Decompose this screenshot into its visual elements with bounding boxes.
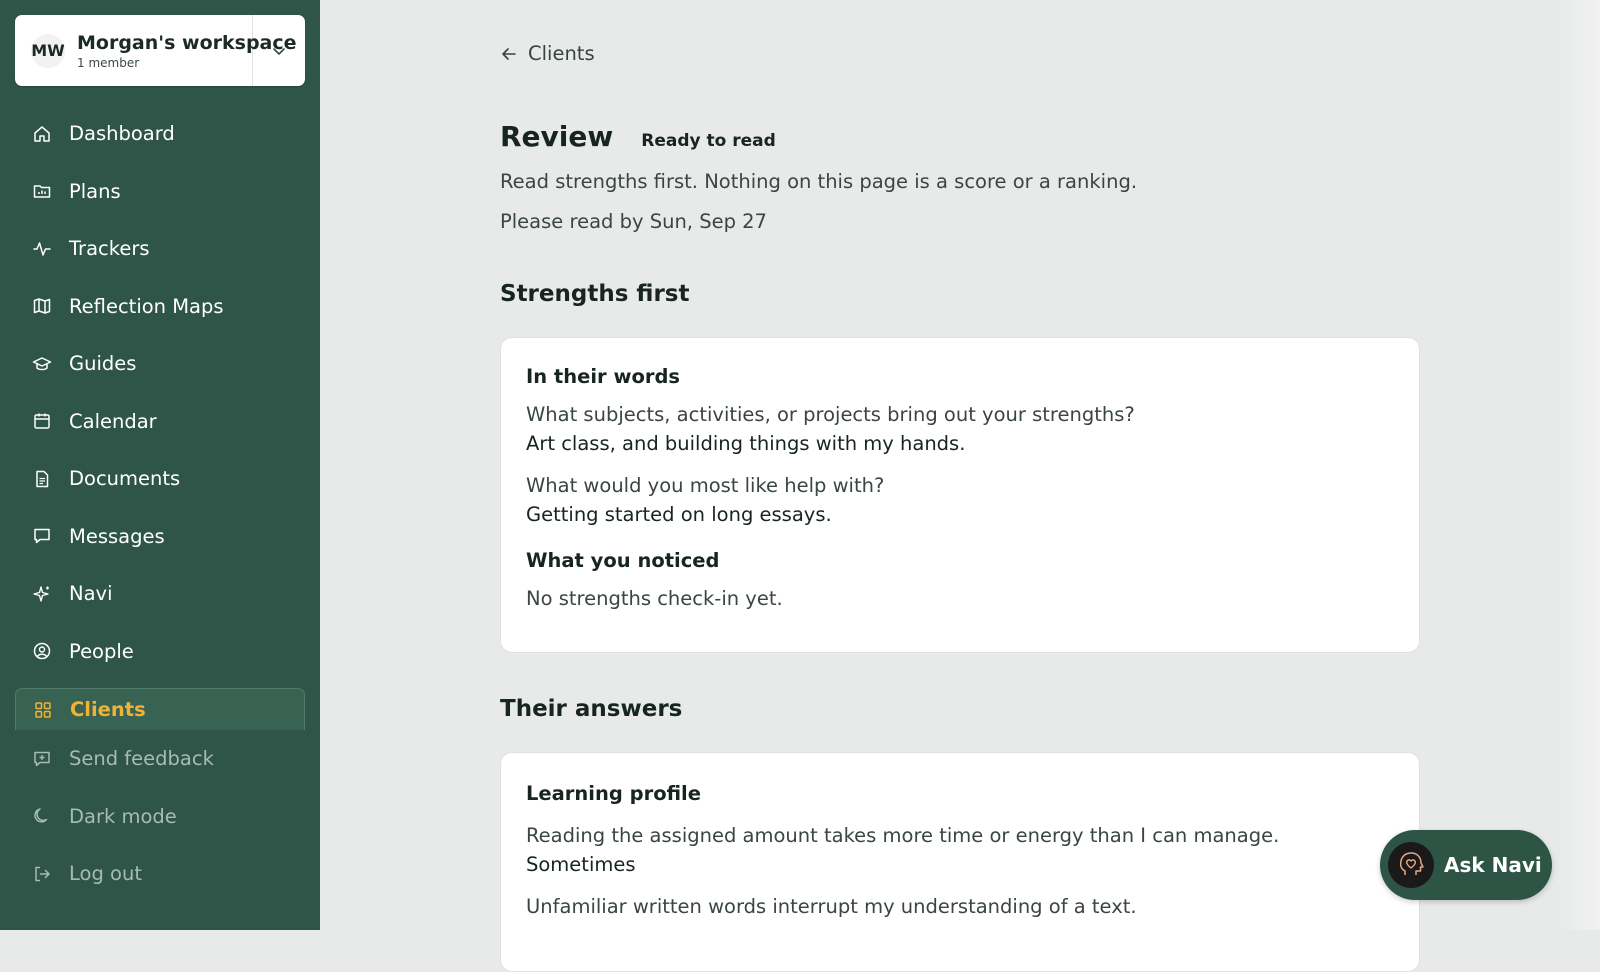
sidebar-item-documents[interactable] (15, 450, 305, 508)
sidebar-item-log-out[interactable] (15, 845, 305, 903)
section-title-answers: Their answers (500, 696, 683, 722)
sidebar-item-label: Plans (69, 179, 121, 203)
page-subtitle: Read strengths first. Nothing on this page is a score or a ranking. (500, 170, 1138, 193)
arrow-left-icon (500, 44, 520, 64)
answer-text: Sometimes (526, 853, 636, 876)
moon-icon (31, 805, 53, 827)
question-text: What subjects, activities, or projects bring out your strengths? (526, 403, 1135, 426)
map-icon (31, 295, 53, 317)
back-link-label: Clients (528, 42, 595, 65)
page-header (500, 120, 776, 153)
question-text: Reading the assigned amount takes more time or energy than I can manage. (526, 824, 1280, 847)
sidebar-item-guides[interactable] (15, 335, 305, 393)
workspace-dropdown-button[interactable] (253, 15, 305, 86)
answer-text: Getting started on long essays. (526, 503, 832, 526)
question-text: What would you most like help with? (526, 474, 885, 497)
read-deadline: Please read by Sun, Sep 27 (500, 210, 767, 233)
ask-navi-button[interactable] (1380, 830, 1552, 900)
graduation-cap-icon (31, 353, 53, 375)
workspace-name: Morgan's workspace (77, 31, 297, 54)
noticed-text: No strengths check-in yet. (526, 587, 783, 610)
sidebar-item-label: Log out (69, 862, 142, 886)
learning-profile-card (500, 752, 1420, 972)
qa-item (526, 895, 1394, 918)
sidebar-item-label: Messages (69, 524, 165, 548)
sidebar-nav (15, 105, 305, 903)
user-circle-icon (31, 640, 53, 662)
section-title-strengths: Strengths first (500, 281, 690, 307)
sidebar-item-label: Documents (69, 467, 181, 491)
workspace-member-count: 1 member (77, 55, 140, 70)
back-to-clients-link[interactable] (500, 42, 595, 65)
sidebar-item-label: Clients (70, 698, 146, 721)
sidebar-item-label: Navi (69, 582, 113, 606)
sparkles-icon (31, 583, 53, 605)
sidebar-item-label: Dark mode (69, 804, 177, 828)
card-heading-learning-profile: Learning profile (526, 782, 701, 805)
navi-head-icon (1388, 842, 1434, 888)
workspace-switcher[interactable] (15, 15, 305, 86)
folder-chart-icon (31, 180, 53, 202)
sidebar-item-calendar[interactable] (15, 393, 305, 451)
sidebar-item-trackers[interactable] (15, 220, 305, 278)
qa-item (526, 474, 1394, 526)
sidebar-item-people[interactable] (15, 623, 305, 681)
chevron-down-icon (271, 43, 287, 59)
card-heading-in-their-words: In their words (526, 365, 681, 388)
ask-navi-label: Ask Navi (1444, 853, 1542, 877)
grid-icon (32, 699, 54, 721)
qa-item (526, 824, 1394, 876)
message-icon (31, 525, 53, 547)
sidebar-item-label: People (69, 639, 134, 663)
page-title: Review (500, 120, 614, 153)
feedback-icon (31, 748, 53, 770)
question-text: Unfamiliar written words interrupt my understanding of a text. (526, 895, 1137, 918)
sidebar-item-dark-mode[interactable] (15, 788, 305, 846)
sidebar-item-label: Guides (69, 352, 137, 376)
workspace-avatar: MW (31, 34, 65, 68)
sidebar-item-label: Reflection Maps (69, 294, 224, 318)
strengths-card (500, 337, 1420, 653)
sidebar-item-label: Trackers (69, 237, 150, 261)
logout-icon (31, 863, 53, 885)
scroll-edge (1556, 0, 1600, 930)
answer-text: Art class, and building things with my hands. (526, 432, 966, 455)
qa-item (526, 403, 1394, 455)
sidebar-item-label: Dashboard (69, 122, 175, 146)
calendar-icon (31, 410, 53, 432)
card-heading-what-you-noticed: What you noticed (526, 549, 720, 572)
main-content (320, 0, 1600, 930)
sidebar-item-label: Send feedback (69, 747, 214, 771)
sidebar (0, 0, 320, 930)
workspace-info[interactable] (15, 15, 297, 86)
sidebar-item-label: Calendar (69, 409, 157, 433)
status-badge: Ready to read (641, 131, 776, 151)
sidebar-item-messages[interactable] (15, 508, 305, 566)
sidebar-item-plans[interactable] (15, 163, 305, 221)
sidebar-item-navi[interactable] (15, 565, 305, 623)
sidebar-item-dashboard[interactable] (15, 105, 305, 163)
sidebar-item-clients[interactable] (15, 688, 305, 730)
sidebar-item-reflection-maps[interactable] (15, 278, 305, 336)
document-icon (31, 468, 53, 490)
sidebar-item-send-feedback[interactable] (15, 730, 305, 788)
activity-icon (31, 238, 53, 260)
home-icon (31, 123, 53, 145)
